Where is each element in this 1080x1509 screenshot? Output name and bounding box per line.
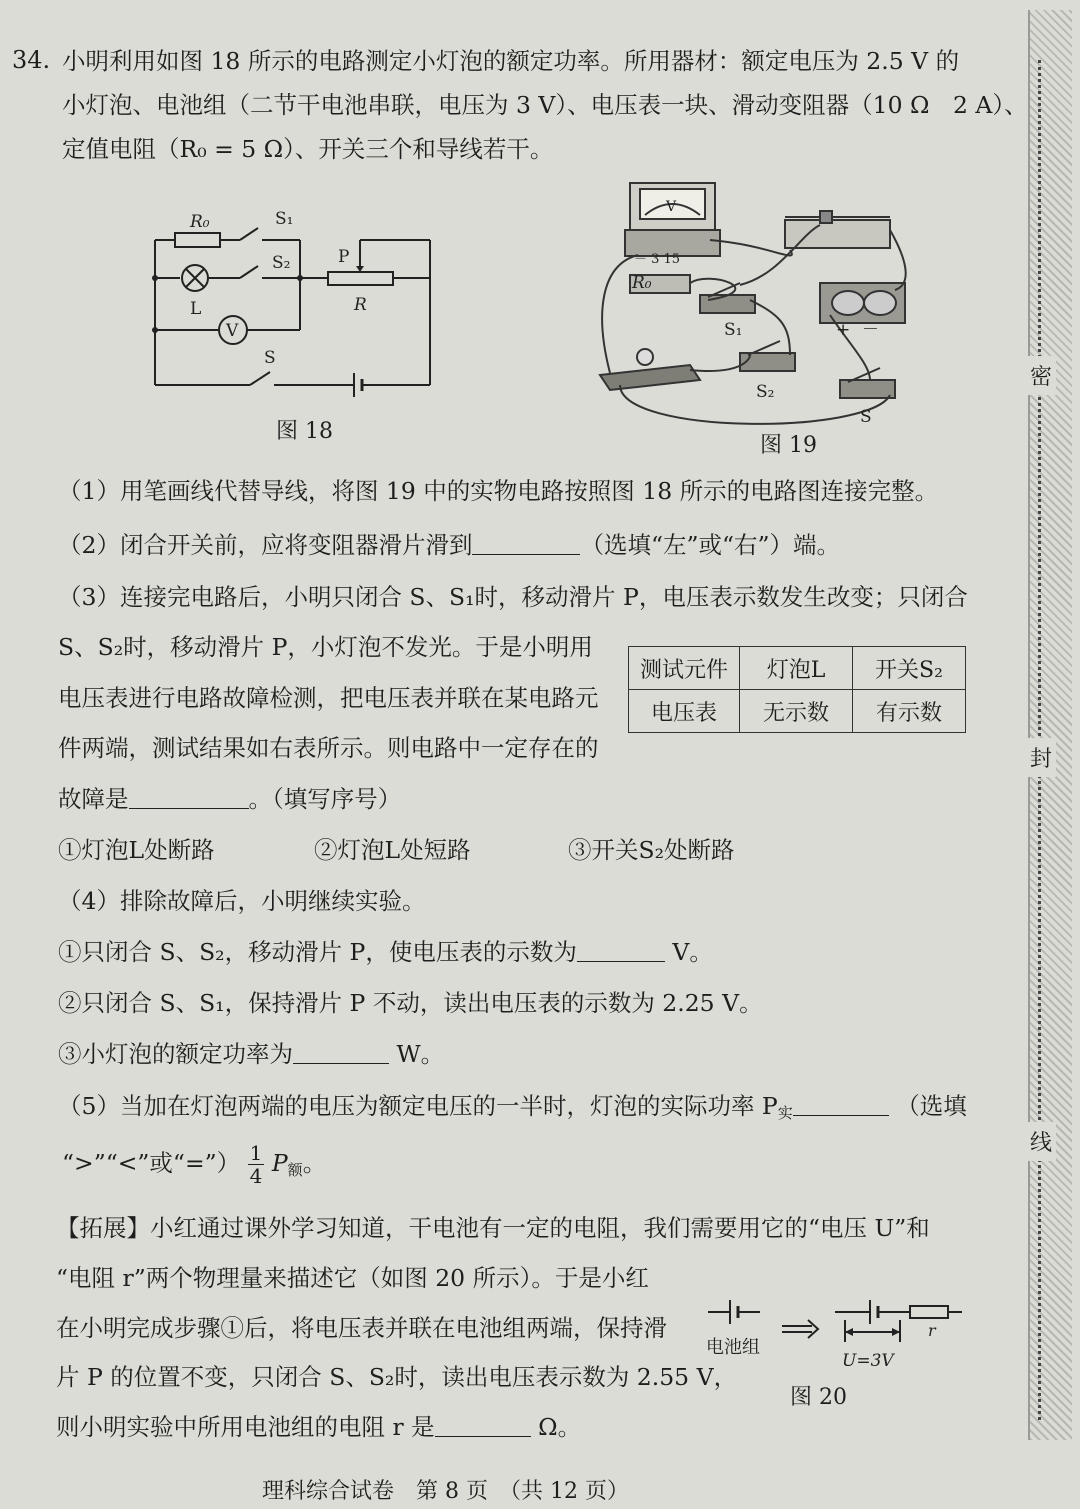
margin-label-feng: 封 (1026, 738, 1056, 777)
fig19-label-s: S (860, 407, 872, 427)
table-row (629, 647, 966, 690)
fig18-label-l: L (190, 299, 202, 319)
table-cell: 电压表 (629, 690, 740, 733)
fig19-label-plus: + (836, 320, 851, 340)
figure-18-circuit (140, 200, 450, 410)
fraction-one-quarter: $\frac{1}{4}$ (249, 1141, 263, 1188)
answer-blank-q4-1[interactable] (577, 937, 665, 962)
question-4-step-1: ①只闭合 S、S₂，移动滑片 P，使电压表的示数为 V。 (58, 938, 713, 966)
answer-blank-q2[interactable] (472, 530, 580, 555)
fig19-label-s2: S₂ (756, 382, 775, 402)
fig19-terminals: － 3 15 (634, 252, 681, 267)
question-number: 34. (12, 46, 51, 74)
table-row (629, 690, 966, 733)
question-1: （1）用笔画线代替导线，将图 19 中的实物电路按照图 18 所示的电路图连接完整。 (58, 477, 939, 505)
q3-option-3: ③开关S₂处断路 (568, 836, 735, 864)
fig18-label-s2: S₂ (272, 253, 291, 273)
fig20-label-r: r (928, 1321, 936, 1340)
intro-line-3: 定值电阻（R₀ = 5 Ω）、开关三个和导线若干。 (62, 135, 554, 163)
fig18-label-s: S (264, 348, 276, 368)
extension-line-3: 在小明完成步骤①后，将电压表并联在电池组两端，保持滑 (56, 1314, 667, 1342)
fig18-label-p: P (338, 247, 350, 267)
question-5: （5）当加在灯泡两端的电压为额定电压的一半时，灯泡的实际功率 $P_实$ （选填 (58, 1092, 967, 1122)
answer-blank-q5[interactable] (793, 1091, 889, 1116)
figure-19-physical-circuit (590, 175, 920, 430)
fault-test-table (628, 646, 966, 733)
fig18-label-r0: R₀ (190, 212, 210, 232)
question-4-step-3: ③小灯泡的额定功率为 W。 (58, 1040, 445, 1068)
fig18-label-r: R (354, 295, 367, 315)
answer-blank-extension[interactable] (435, 1412, 531, 1437)
question-3-line-4: 件两端，测试结果如右表所示。则电路中一定存在的 (58, 734, 599, 762)
fig18-label-s1: S₁ (275, 209, 294, 229)
page-footer: 理科综合试卷 第 8 页 （共 12 页） (262, 1479, 629, 1504)
figure-18-caption: 图 18 (276, 419, 333, 444)
figure-20-caption: 图 20 (790, 1385, 847, 1410)
fig20-battery-label: 电池组 (706, 1337, 760, 1358)
table-cell: 测试元件 (629, 647, 740, 690)
question-5-line-2: “>”“<”或“=”） $\frac{1}{4}$ $P_额$。 (62, 1141, 327, 1188)
question-4-step-2: ②只闭合 S、S₁，保持滑片 P 不动，读出电压表的示数为 2.25 V。 (58, 989, 763, 1017)
table-cell: 灯泡L (740, 647, 853, 690)
table-cell: 开关S₂ (853, 647, 966, 690)
figure-19-caption: 图 19 (760, 433, 817, 458)
extension-line-4: 片 P 的位置不变，只闭合 S、S₂时，读出电压表示数为 2.55 V， (56, 1363, 738, 1391)
extension-line-2: “电阻 r”两个物理量来描述它（如图 20 所示）。于是小红 (56, 1264, 649, 1292)
q3-option-1: ①灯泡L处断路 (58, 836, 215, 864)
answer-blank-q3[interactable] (129, 784, 249, 809)
fig19-label-s1: S₁ (724, 320, 743, 340)
fig19-label-r0: R₀ (632, 273, 652, 293)
question-2: （2）闭合开关前，应将变阻器滑片滑到 （选填“左”或“右”）端。 (58, 531, 841, 559)
extension-line-1: 【拓展】小红通过课外学习知道，干电池有一定的电阻，我们需要用它的“电压 U”和 (56, 1214, 930, 1242)
q3-option-2: ②灯泡L处短路 (314, 836, 471, 864)
margin-label-xian: 线 (1026, 1122, 1056, 1161)
intro-line-2: 小灯泡、电池组（二节干电池串联，电压为 3 V）、电压表一块、滑动变阻器（10 Ω 2 A）、 (62, 91, 1028, 119)
table-cell: 有示数 (853, 690, 966, 733)
fig19-meter-label: V (666, 199, 677, 215)
answer-blank-q4-3[interactable] (293, 1039, 389, 1064)
figure-20-battery-model (700, 1290, 970, 1380)
margin-label-mi: 密 (1026, 356, 1056, 395)
seal-margin-strip (1028, 10, 1072, 1440)
intro-line-1: 小明利用如图 18 所示的电路测定小灯泡的额定功率。所用器材：额定电压为 2.5 V 的 (62, 47, 960, 75)
question-4: （4）排除故障后，小明继续实验。 (58, 887, 426, 915)
question-3-line-1: （3）连接完电路后，小明只闭合 S、S₁时，移动滑片 P，电压表示数发生改变；只闭合 (58, 583, 968, 611)
question-3-line-2: S、S₂时，移动滑片 P，小灯泡不发光。于是小明用 (58, 633, 593, 661)
fig18-label-v: V (226, 321, 239, 341)
question-3-line-3: 电压表进行电路故障检测，把电压表并联在某电路元 (58, 684, 599, 712)
question-3-blank-line: 故障是 。（填写序号） (58, 785, 402, 813)
table-cell: 无示数 (740, 690, 853, 733)
fig20-label-u: U=3V (842, 1351, 894, 1371)
fig19-label-minus: － (862, 320, 879, 340)
extension-blank-line: 则小明实验中所用电池组的电阻 r 是 Ω。 (56, 1413, 582, 1441)
